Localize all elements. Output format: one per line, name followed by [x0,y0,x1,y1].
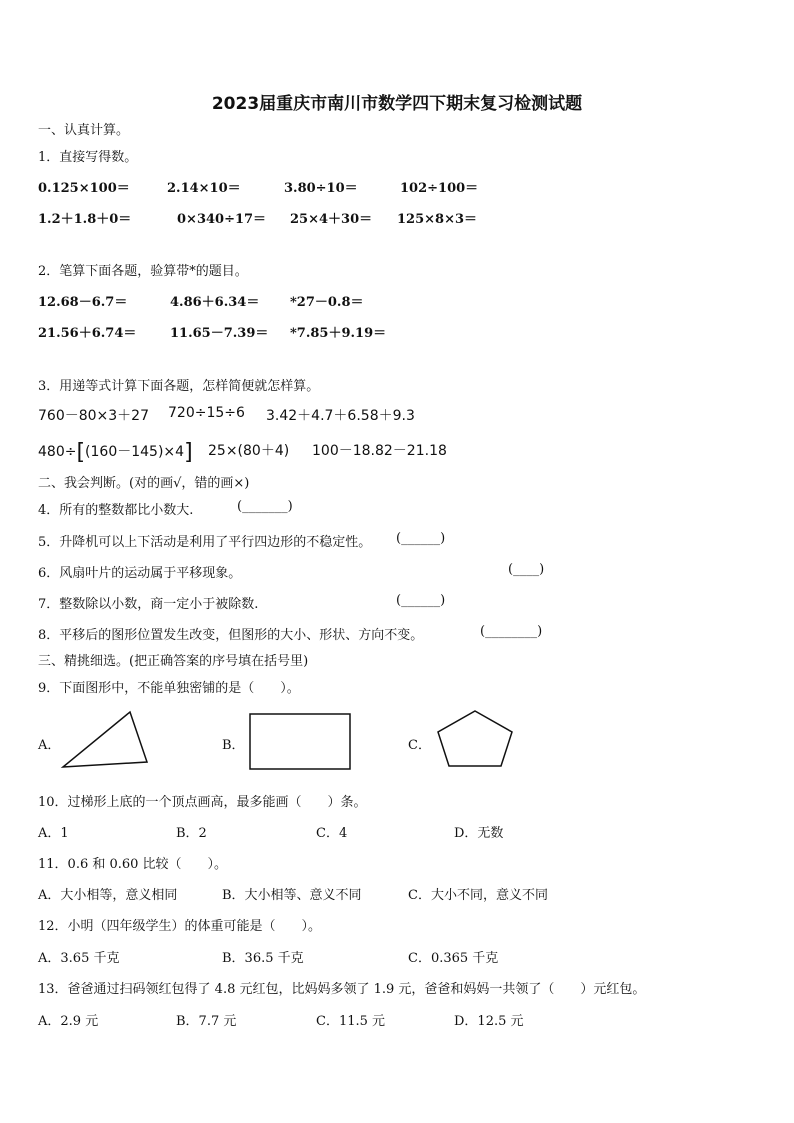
q13-option[interactable]: C．11.5 元 [316,1014,386,1029]
q2-item: *27－0.8＝ [290,295,364,310]
q1-stem: 1．直接写得数。 [38,150,138,165]
q6-text: 6．风扇叶片的运动属于平移现象。 [38,566,242,581]
q1-item: 1.2＋1.8＋0＝ [38,212,132,227]
q12-option[interactable]: C．0.365 千克 [408,951,499,966]
left-bracket-icon: [ [76,440,86,465]
q2-item: 4.86＋6.34＝ [170,295,260,310]
q3-expression: 100－18.82－21.18 [312,443,447,459]
q1-item: 125×8×3＝ [397,212,478,227]
q1-item: 2.14×10＝ [167,181,241,196]
q9-option-a-label: A． [38,738,61,753]
q13-option[interactable]: A．2.9 元 [38,1014,99,1029]
q9-option-b-label: B． [222,738,245,753]
q2-item: *7.85＋9.19＝ [290,326,387,341]
section-3-heading: 三、精挑细选。(把正确答案的序号填在括号里) [38,654,309,669]
q11-stem: 11．0.6 和 0.60 比较（ ）。 [38,857,228,872]
q11-option[interactable]: A．大小相等，意义相同 [38,888,178,903]
q1-item: 0×340÷17＝ [177,212,267,227]
q10-option[interactable]: B．2 [176,826,207,841]
q11-option[interactable]: C．大小不同，意义不同 [408,888,548,903]
q2-item: 12.68－6.7＝ [38,295,128,310]
page-title: 2023届重庆市南川市数学四下期末复习检测试题 [211,94,583,114]
q3-expression-bracketed [38,440,193,465]
section-2-heading: 二、我会判断。(对的画√，错的画×) [38,476,250,491]
q5-answer-blank[interactable]: (______) [396,531,446,546]
q7-answer-blank[interactable]: (______) [396,593,446,608]
q2-stem: 2．笔算下面各题，验算带*的题目。 [38,264,248,279]
q10-option[interactable]: D．无数 [454,826,504,841]
q3-expression: 25×(80＋4) [208,443,290,459]
q11-option[interactable]: B．大小相等、意义不同 [222,888,362,903]
q12-option[interactable]: B．36.5 千克 [222,951,304,966]
q3-expression-inner: (160－145)×4 [85,444,185,460]
q1-item: 25×4＋30＝ [290,212,373,227]
q13-option[interactable]: B．7.7 元 [176,1014,237,1029]
q5-text: 5．升降机可以上下活动是利用了平行四边形的不稳定性。 [38,535,372,550]
q1-item: 0.125×100＝ [38,181,130,196]
q9-stem: 9．下面图形中，不能单独密铺的是（ ）。 [38,681,300,696]
q6-answer-blank[interactable]: (____) [508,562,545,577]
q1-item: 3.80÷10＝ [284,181,358,196]
q13-option[interactable]: D．12.5 元 [454,1014,524,1029]
q1-item: 102÷100＝ [400,181,479,196]
q12-stem: 12．小明（四年级学生）的体重可能是（ ）。 [38,919,322,934]
q10-option[interactable]: A．1 [38,826,69,841]
right-bracket-icon: ] [184,440,193,465]
q10-option[interactable]: C．4 [316,826,348,841]
rectangle-shape [248,712,353,772]
q2-item: 11.65－7.39＝ [170,326,269,341]
q2-item: 21.56＋6.74＝ [38,326,137,341]
q3-expression: 3.42＋4.7＋6.58＋9.3 [266,408,415,424]
q7-text: 7．整数除以小数，商一定小于被除数. [38,597,259,612]
q8-answer-blank[interactable]: (________) [480,624,543,639]
q9-option-c-label: C． [408,738,431,753]
triangle-shape [60,710,150,770]
q4-text: 4．所有的整数都比小数大. [38,503,194,518]
q12-option[interactable]: A．3.65 千克 [38,951,120,966]
q3-stem: 3．用递等式计算下面各题，怎样简便就怎样算。 [38,379,320,394]
q8-text: 8．平移后的图形位置发生改变，但图形的大小、形状、方向不变。 [38,628,424,643]
q4-answer-blank[interactable]: (_______) [237,499,293,514]
q3-expression: 760－80×3＋27 [38,408,149,424]
pentagon-shape [435,708,515,770]
q3-expression: 720÷15÷6 [168,405,245,421]
q13-stem: 13．爸爸通过扫码领红包得了 4.8 元红包，比妈妈多领了 1.9 元，爸爸和妈妈一共领了（ ）元红包。 [38,982,646,997]
section-1-heading: 一、认真计算。 [38,123,130,138]
q3-expression-prefix: 480÷ [38,444,77,460]
q10-stem: 10．过梯形上底的一个顶点画高，最多能画（ ）条。 [38,795,367,810]
